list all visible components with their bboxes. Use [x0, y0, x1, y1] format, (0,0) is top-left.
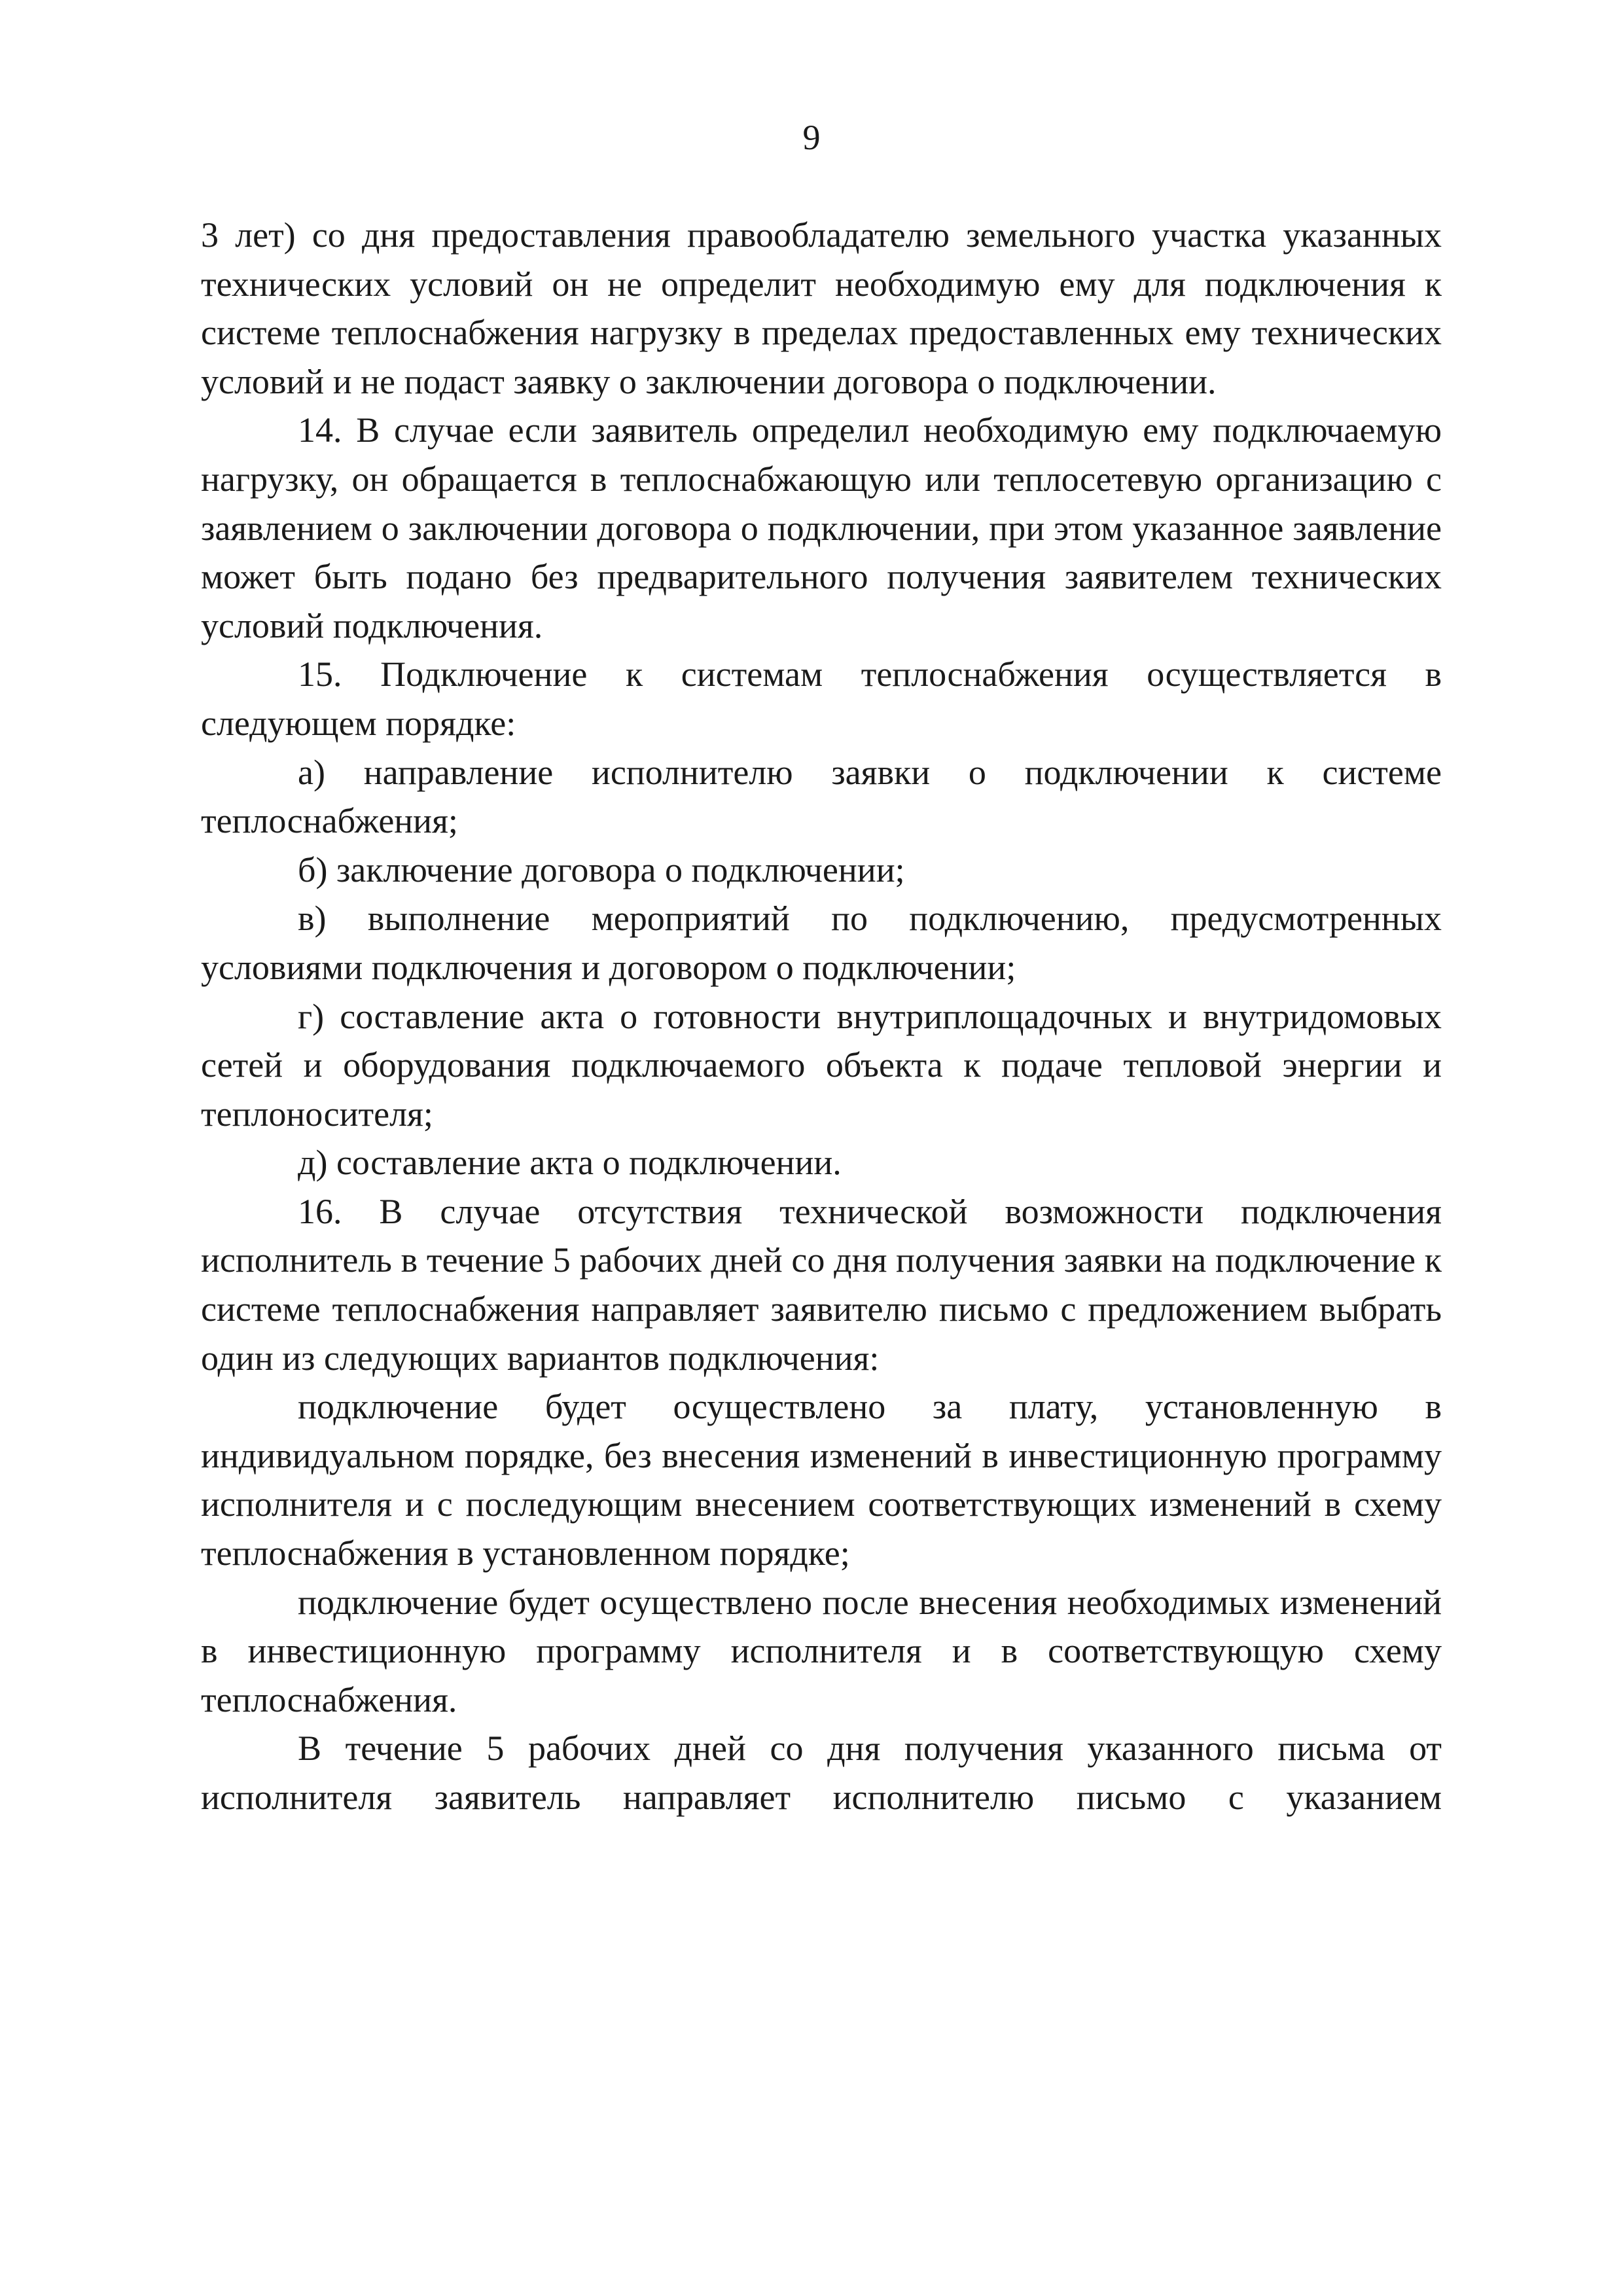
- list-item-v: в) выполнение мероприятий по подключению, предусмотренных условиями подключения и договором о подключении;: [201, 899, 1442, 987]
- list-item-d: д) составление акта о подключении.: [298, 1143, 842, 1183]
- document-body: [201, 211, 1442, 1822]
- paragraph-16: 16. В случае отсутствия технической возможности подключения исполнитель в течение 5 рабочих дней со дня получения заявки на подключение к системе теплоснабжения направляет заявителю письмо с предложением выбрать один из следующих вариантов подключения:: [201, 1191, 1442, 1378]
- paragraph-15: 15. Подключение к системам теплоснабжения осуществляется в следующем порядке:: [201, 655, 1442, 743]
- list-item-b: б) заключение договора о подключении;: [298, 850, 905, 889]
- list-item-a: а) направление исполнителю заявки о подключении к системе теплоснабжения;: [201, 752, 1442, 841]
- paragraph-response-deadline: В течение 5 рабочих дней со дня получения указанного письма от исполнителя заявитель направляет исполнителю письмо с указанием: [201, 1729, 1442, 1817]
- option-paid-connection: подключение будет осуществлено за плату, установленную в индивидуальном порядке, без внесения изменений в инвестиционную программу исполнителя и с последующим внесением соответствующих изменений в схему теплоснабжения в установленном порядке;: [201, 1387, 1442, 1573]
- page-number: 9: [802, 118, 821, 157]
- paragraph-14: 14. В случае если заявитель определил необходимую ему подключаемую нагрузку, он обращается в теплоснабжающую или теплосетевую организацию с заявлением о заключении договора о подключении, при этом указанное заявление может быть подано без предварительного получения заявителем технических условий подключения.: [201, 410, 1442, 645]
- list-item-g: г) составление акта о готовности внутриплощадочных и внутридомовых сетей и оборудования подключаемого объекта к подаче тепловой энергии и теплоносителя;: [201, 996, 1442, 1134]
- paragraph-continuation: 3 лет) со дня предоставления правообладателю земельного участка указанных технических условий он не определит необходимую ему для подключения к системе теплоснабжения нагрузку в пределах предоставленных ему технических условий и не подаст заявку о заключении договора о подключении.: [201, 215, 1442, 401]
- option-after-changes: подключение будет осуществлено после внесения необходимых изменений в инвестиционную программу исполнителя и в соответствующую схему теплоснабжения.: [201, 1582, 1442, 1719]
